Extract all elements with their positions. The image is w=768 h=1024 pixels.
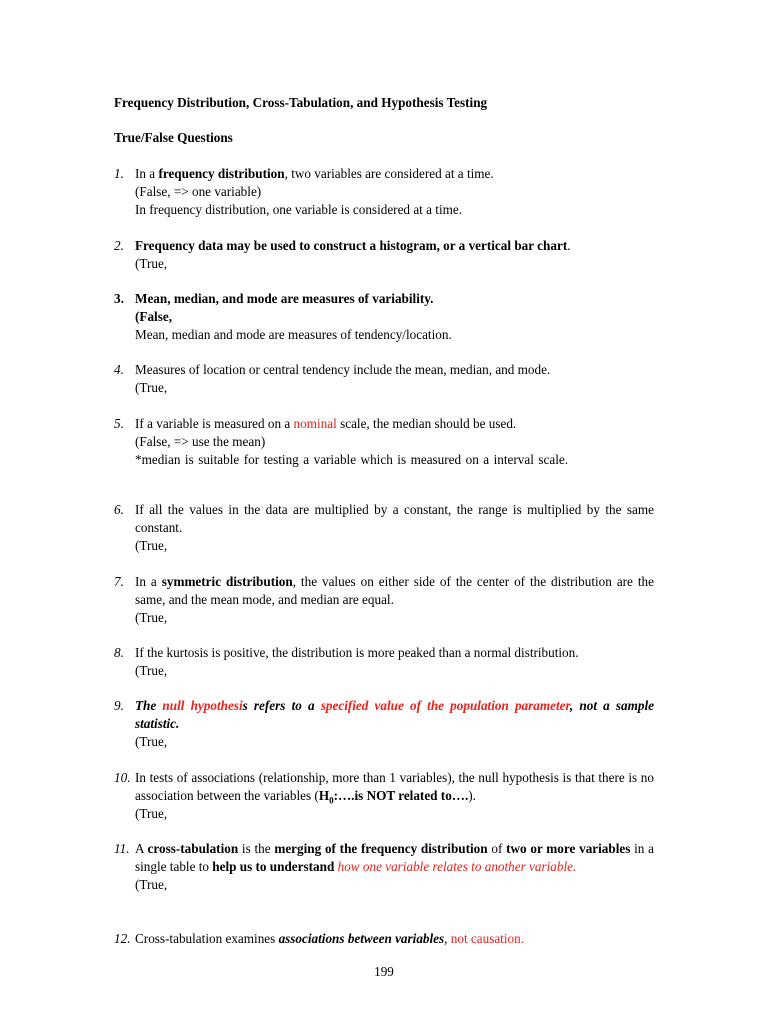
question-number: 12.: [114, 931, 131, 946]
answer: (True,: [135, 663, 168, 678]
answer: (False,: [135, 309, 172, 324]
question-5: [114, 415, 654, 469]
question-7: [114, 573, 654, 627]
question-number: 6.: [114, 502, 124, 517]
explanation: Mean, median and mode are measures of tendency/location.: [135, 327, 452, 342]
question-text: In a frequency distribution, two variables are considered at a time.: [135, 166, 494, 181]
question-11: [114, 840, 654, 894]
answer: (True,: [135, 877, 168, 892]
question-8: [114, 644, 654, 680]
answer: (True,: [135, 380, 168, 395]
question-text: In tests of associations (relationship, more than 1 variables), the null hypothesis is that there is no association between the variables ($H_0:\dots.is$ NOT related to….).: [135, 770, 654, 806]
bold-term: symmetric distribution: [161, 574, 293, 589]
answer: (True,: [135, 806, 168, 821]
question-9: [114, 697, 654, 751]
question-3: [114, 290, 654, 344]
question-2: [114, 237, 654, 273]
question-text: Frequency data may be used to construct a histogram, or a vertical bar chart.: [135, 238, 571, 253]
question-number: 1.: [114, 166, 124, 181]
question-text: If a variable is measured on a nominal scale, the median should be used.: [135, 416, 517, 431]
question-number: 10.: [114, 770, 131, 785]
question-text: The null hypothesis refers to a specified value of the population parameter, not a sample statistic.: [135, 698, 655, 731]
question-10: [114, 769, 654, 823]
bold-italic-term: associations between variables: [278, 931, 445, 946]
question-12: [114, 930, 654, 948]
explanation: In frequency distribution, one variable is considered at a time.: [135, 202, 463, 217]
question-number: 11.: [114, 841, 130, 856]
question-text: Measures of location or central tendency include the mean, median, and mode.: [135, 362, 551, 377]
answer: (True,: [135, 256, 168, 271]
highlight-red: how one variable relates to another variable.: [337, 859, 577, 874]
question-text: If the kurtosis is positive, the distribution is more peaked than a normal distribution.: [135, 645, 579, 660]
highlight-red: not causation.: [450, 931, 524, 946]
answer: (True,: [135, 734, 168, 749]
question-6: [114, 501, 654, 555]
question-number: 4.: [114, 362, 124, 377]
answer: (False, => one variable): [135, 184, 262, 199]
question-text: Cross-tabulation examines associations between variables, not causation.: [135, 931, 524, 946]
question-text: Mean, median, and mode are measures of variability.: [135, 291, 434, 306]
highlight-red: nominal: [293, 416, 337, 431]
explanation: *median is suitable for testing a variable which is measured on a interval scale.: [135, 452, 569, 467]
page-title: Frequency Distribution, Cross-Tabulation, and Hypothesis Testing: [114, 95, 488, 110]
section-heading: True/False Questions: [114, 130, 233, 145]
answer: (True,: [135, 610, 168, 625]
answer: (False, => use the mean): [135, 434, 266, 449]
question-number: 2.: [114, 238, 124, 253]
question-text: If all the values in the data are multiplied by a constant, the range is multiplied by the same constant.: [135, 502, 654, 535]
question-number: 9.: [114, 698, 124, 713]
question-text: A cross-tabulation is the merging of the frequency distribution of two or more variables in a single table to help us to understand how one variable relates to another variable.: [135, 841, 654, 874]
question-1: [114, 165, 654, 219]
highlight-red: specified value of the population parameter: [320, 698, 570, 713]
question-number: 5.: [114, 416, 124, 431]
question-number: 8.: [114, 645, 124, 660]
question-number: 3.: [114, 291, 124, 306]
highlight-red: null hypothesi: [162, 698, 243, 713]
page-number: 199: [374, 964, 394, 979]
answer: (True,: [135, 538, 168, 553]
question-text: In a symmetric distribution, the values on either side of the center of the distribution are the same, and the mean mode, and median are equal.: [135, 574, 654, 607]
bold-term: frequency distribution: [158, 166, 285, 181]
question-number: 7.: [114, 574, 124, 589]
question-4: [114, 361, 654, 397]
